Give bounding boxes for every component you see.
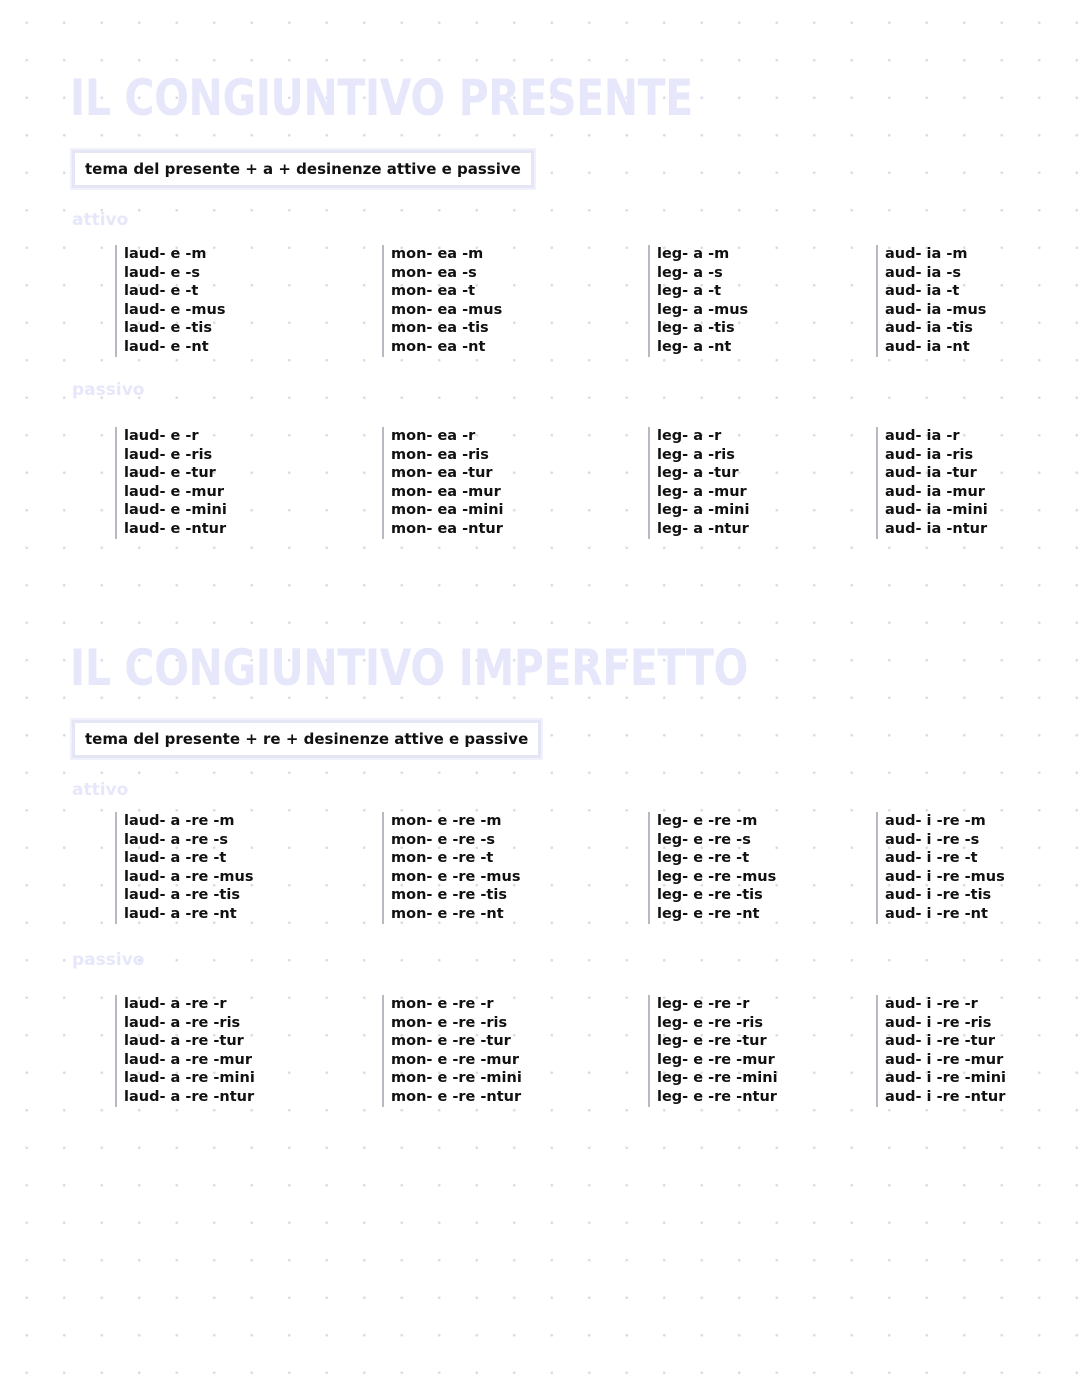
conjugation-form: aud- ia -s bbox=[885, 264, 962, 281]
conjugation-form: mon- e -re -nt bbox=[391, 905, 504, 922]
conjugation-form: mon- ea -s bbox=[391, 264, 477, 281]
conjugation-form: laud- a -re -t bbox=[124, 850, 227, 867]
conjugation-form: aud- i -re -r bbox=[885, 996, 978, 1012]
conjugation-form: aud- i -re -ris bbox=[885, 1014, 992, 1031]
conjugation-form: laud- e -m bbox=[124, 246, 207, 262]
conjugation-form: mon- e -re -tur bbox=[391, 1033, 511, 1050]
conjugation-form: mon- e -re -ris bbox=[391, 1014, 508, 1031]
passive-conjugation-column-2 bbox=[382, 995, 522, 1107]
conjugation-form: laud- e -s bbox=[124, 264, 201, 281]
active-conjugation-column-2 bbox=[382, 245, 502, 357]
conjugation-form: laud- a -re -ris bbox=[124, 1014, 241, 1031]
conjugation-form: laud- a -re -tis bbox=[124, 887, 240, 904]
active-conjugation-column-1 bbox=[115, 245, 226, 357]
conjugation-form: mon- e -re -s bbox=[391, 831, 496, 848]
conjugation-form: mon- ea -ris bbox=[391, 446, 489, 463]
conjugation-form: mon- e -re -tis bbox=[391, 887, 507, 904]
conjugation-form: aud- ia -mini bbox=[885, 502, 988, 519]
conjugation-form: laud- e -mini bbox=[124, 502, 227, 519]
conjugation-form: laud- a -re -mini bbox=[124, 1070, 255, 1087]
conjugation-form: laud- a -re -mur bbox=[124, 1051, 253, 1068]
active-conjugation-column-4 bbox=[876, 245, 986, 357]
conjugation-form: mon- ea -tis bbox=[391, 320, 489, 337]
conjugation-form: leg- a -tis bbox=[657, 320, 735, 337]
conjugation-form: laud- e -tur bbox=[124, 465, 216, 482]
passive-conjugation-column-2 bbox=[382, 427, 504, 539]
conjugation-form: laud- a -re -s bbox=[124, 831, 229, 848]
conjugation-form: leg- e -re -ris bbox=[657, 1014, 763, 1031]
active-conjugation-column-3 bbox=[648, 812, 776, 924]
conjugation-form: mon- e -re -t bbox=[391, 850, 494, 867]
passive-conjugation-column-1 bbox=[115, 995, 255, 1107]
conjugation-form: aud- ia -tis bbox=[885, 320, 973, 337]
conjugation-form: mon- ea -tur bbox=[391, 465, 493, 482]
conjugation-form: leg- e -re -mini bbox=[657, 1070, 778, 1087]
conjugation-form: leg- a -ntur bbox=[657, 520, 749, 537]
conjugation-form: leg- e -re -t bbox=[657, 850, 750, 867]
conjugation-form: laud- a -re -ntur bbox=[124, 1088, 255, 1105]
conjugation-form: aud- ia -ris bbox=[885, 446, 974, 463]
conjugation-form: aud- ia -mus bbox=[885, 301, 987, 318]
conjugation-form: mon- ea -t bbox=[391, 283, 476, 300]
conjugation-form: leg- e -re -nt bbox=[657, 905, 760, 922]
conjugation-form: leg- a -mini bbox=[657, 502, 750, 519]
conjugation-form: aud- i -re -s bbox=[885, 831, 980, 848]
conjugation-form: leg- a -m bbox=[657, 246, 730, 262]
conjugation-form: aud- i -re -mus bbox=[885, 868, 1005, 885]
conjugation-form: laud- e -ris bbox=[124, 446, 213, 463]
conjugation-form: aud- i -re -nt bbox=[885, 905, 988, 922]
conjugation-form: mon- e -re -mini bbox=[391, 1070, 522, 1087]
conjugation-form: mon- ea -m bbox=[391, 246, 484, 262]
conjugation-form: mon- e -re -mus bbox=[391, 868, 521, 885]
conjugation-form: mon- e -re -mur bbox=[391, 1051, 519, 1068]
conjugation-form: mon- e -re -ntur bbox=[391, 1088, 522, 1105]
conjugation-form: leg- e -re -mus bbox=[657, 868, 777, 885]
passive-voice-label: passivo bbox=[72, 380, 145, 400]
active-voice-label: attivo bbox=[72, 780, 129, 800]
conjugation-form: aud- ia -mur bbox=[885, 483, 985, 500]
conjugation-form: leg- a -ris bbox=[657, 446, 735, 463]
conjugation-form: mon- e -re -r bbox=[391, 996, 494, 1012]
active-conjugation-column-2 bbox=[382, 812, 520, 924]
conjugation-form: mon- ea -nt bbox=[391, 338, 486, 355]
conjugation-form: leg- e -re -s bbox=[657, 831, 751, 848]
conjugation-form: leg- a -mus bbox=[657, 301, 749, 318]
conjugation-form: aud- ia -ntur bbox=[885, 520, 988, 537]
passive-conjugation-column-4 bbox=[876, 995, 1006, 1107]
conjugation-form: leg- a -nt bbox=[657, 338, 732, 355]
conjugation-form: laud- e -mus bbox=[124, 301, 226, 318]
conjugation-form: leg- a -tur bbox=[657, 465, 739, 482]
conjugation-form: laud- e -r bbox=[124, 428, 199, 444]
conjugation-form: aud- ia -r bbox=[885, 428, 960, 444]
conjugation-form: laud- a -re -m bbox=[124, 813, 235, 829]
conjugation-form: aud- i -re -tur bbox=[885, 1033, 996, 1050]
conjugation-form: aud- ia -t bbox=[885, 283, 960, 300]
active-conjugation-column-1 bbox=[115, 812, 254, 924]
formula-box: tema del presente + a + desinenze attive e passive bbox=[72, 150, 534, 188]
conjugation-form: leg- e -re -tur bbox=[657, 1033, 767, 1050]
passive-conjugation-column-4 bbox=[876, 427, 988, 539]
conjugation-form: aud- i -re -m bbox=[885, 813, 986, 829]
active-conjugation-column-3 bbox=[648, 245, 748, 357]
conjugation-form: laud- a -re -mus bbox=[124, 868, 254, 885]
conjugation-form: aud- ia -tur bbox=[885, 465, 977, 482]
active-conjugation-column-4 bbox=[876, 812, 1005, 924]
conjugation-form: laud- a -re -tur bbox=[124, 1033, 244, 1050]
conjugation-form: aud- i -re -ntur bbox=[885, 1088, 1006, 1105]
conjugation-form: aud- i -re -mur bbox=[885, 1051, 1004, 1068]
formula-box: tema del presente + re + desinenze attive e passive bbox=[72, 720, 541, 758]
conjugation-form: leg- e -re -mur bbox=[657, 1051, 775, 1068]
conjugation-form: aud- i -re -tis bbox=[885, 887, 992, 904]
conjugation-form: mon- ea -mur bbox=[391, 483, 501, 500]
conjugation-form: leg- e -re -m bbox=[657, 813, 758, 829]
passive-voice-label: passivo bbox=[72, 950, 145, 970]
conjugation-form: aud- ia -m bbox=[885, 246, 968, 262]
conjugation-form: mon- ea -mus bbox=[391, 301, 503, 318]
conjugation-form: mon- e -re -m bbox=[391, 813, 502, 829]
conjugation-form: laud- e -ntur bbox=[124, 520, 227, 537]
active-voice-label: attivo bbox=[72, 210, 129, 230]
conjugation-form: leg- e -re -ntur bbox=[657, 1088, 777, 1105]
conjugation-form: aud- i -re -mini bbox=[885, 1070, 1007, 1087]
passive-conjugation-column-1 bbox=[115, 427, 227, 539]
conjugation-form: laud- e -t bbox=[124, 283, 199, 300]
passive-conjugation-column-3 bbox=[648, 995, 778, 1107]
conjugation-form: laud- e -mur bbox=[124, 483, 225, 500]
conjugation-form: laud- a -re -nt bbox=[124, 905, 237, 922]
section-title: IL CONGIUNTIVO PRESENTE bbox=[70, 69, 693, 127]
passive-conjugation-column-3 bbox=[648, 427, 749, 539]
section-title: IL CONGIUNTIVO IMPERFETTO bbox=[70, 639, 748, 697]
conjugation-form: laud- a -re -r bbox=[124, 996, 227, 1012]
conjugation-form: aud- i -re -t bbox=[885, 850, 978, 867]
conjugation-form: laud- e -nt bbox=[124, 338, 209, 355]
conjugation-form: mon- ea -mini bbox=[391, 502, 504, 519]
conjugation-form: laud- e -tis bbox=[124, 320, 212, 337]
conjugation-form: leg- a -t bbox=[657, 283, 722, 300]
conjugation-form: mon- ea -ntur bbox=[391, 520, 503, 537]
conjugation-form: leg- e -re -r bbox=[657, 996, 750, 1012]
conjugation-form: mon- ea -r bbox=[391, 428, 476, 444]
conjugation-form: aud- ia -nt bbox=[885, 338, 970, 355]
conjugation-form: leg- e -re -tis bbox=[657, 887, 763, 904]
conjugation-form: leg- a -mur bbox=[657, 483, 747, 500]
conjugation-form: leg- a -s bbox=[657, 264, 723, 281]
conjugation-form: leg- a -r bbox=[657, 428, 722, 444]
